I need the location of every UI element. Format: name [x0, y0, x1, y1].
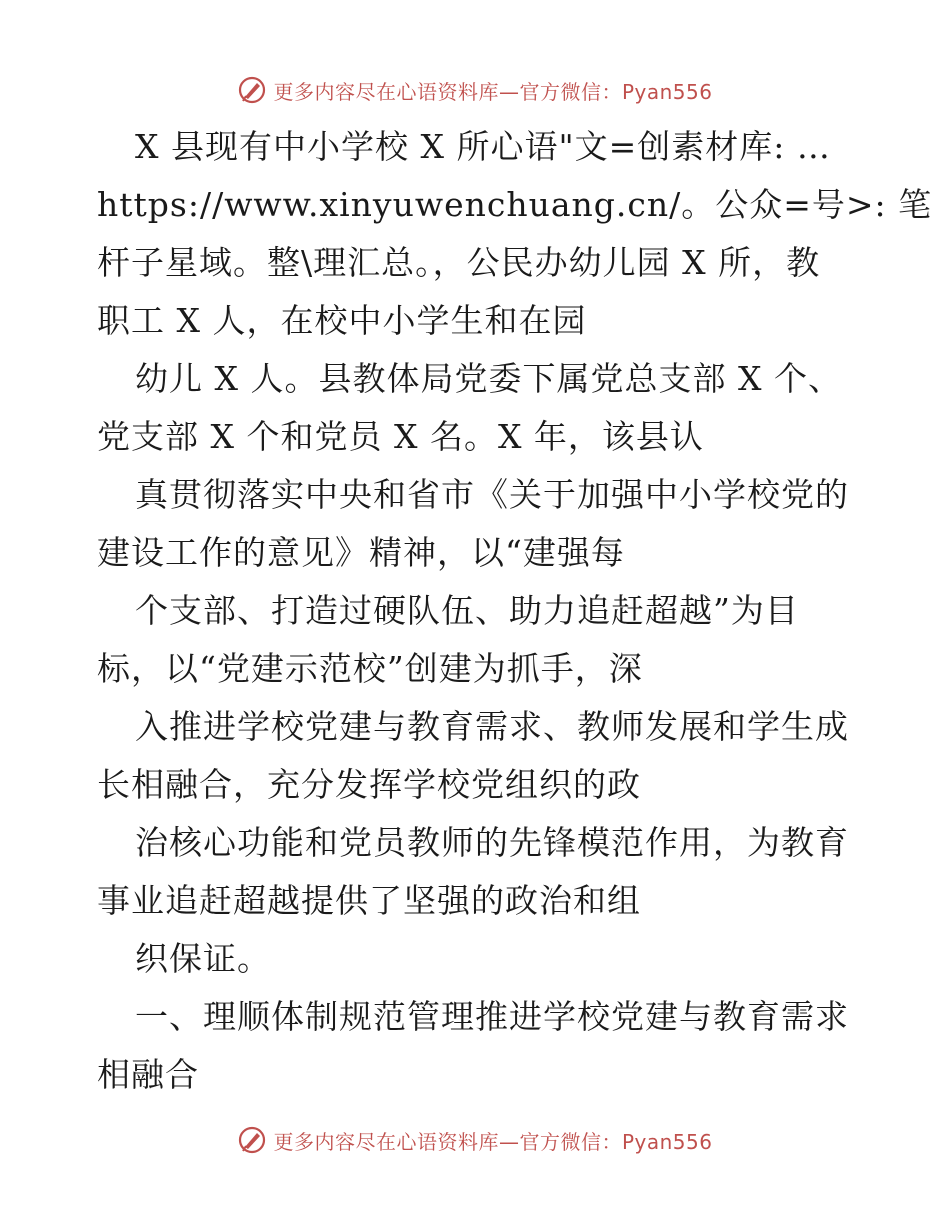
body-line: 织保证。	[135, 939, 271, 978]
document-body	[97, 118, 933, 1104]
quill-logo-icon	[237, 1125, 267, 1155]
body-line: 建设工作的意见》精神，以“建强每	[97, 533, 625, 572]
body-line: 职工 X 人，在校中小学生和在园	[97, 301, 587, 340]
header-banner	[0, 70, 950, 110]
quill-logo-icon	[237, 75, 267, 105]
body-line: 治核心功能和党员教师的先锋模范作用，为教育	[135, 823, 849, 862]
body-line: 幼儿 X 人。县教体局党委下属党总支部 X 个、	[135, 359, 842, 398]
body-line: 长相融合，充分发挥学校党组织的政	[97, 765, 641, 804]
section-heading-continued: 相融合	[97, 1055, 199, 1094]
body-line: 真贯彻落实中央和省市《关于加强中小学校党的	[135, 475, 849, 514]
body-line: 入推进学校党建与教育需求、教师发展和学生成	[135, 707, 849, 746]
body-line: 党支部 X 个和党员 X 名。X 年，该县认	[97, 417, 704, 456]
header-banner-text: 更多内容尽在心语资料库—官方微信：Pyan556	[273, 79, 713, 104]
section-heading: 一、理顺体制规范管理推进学校党建与教育需求	[135, 997, 849, 1036]
body-line: 个支部、打造过硬队伍、助力追赶超越”为目	[135, 591, 799, 630]
body-line: 标，以“党建示范校”创建为抓手，深	[97, 649, 643, 688]
body-line: 杆子星域。整\理汇总。，公民办幼儿园 X 所，教	[97, 243, 821, 282]
body-line: X 县现有中小学校 X 所心语"文=创素材库: …	[135, 127, 831, 166]
footer-banner	[0, 1120, 950, 1160]
body-line: 事业追赶超越提供了坚强的政治和组	[97, 881, 641, 920]
footer-banner-text: 更多内容尽在心语资料库—官方微信：Pyan556	[273, 1129, 713, 1154]
body-line: https://www.xinyuwenchuang.cn/。公众=号>: 笔	[97, 185, 933, 224]
